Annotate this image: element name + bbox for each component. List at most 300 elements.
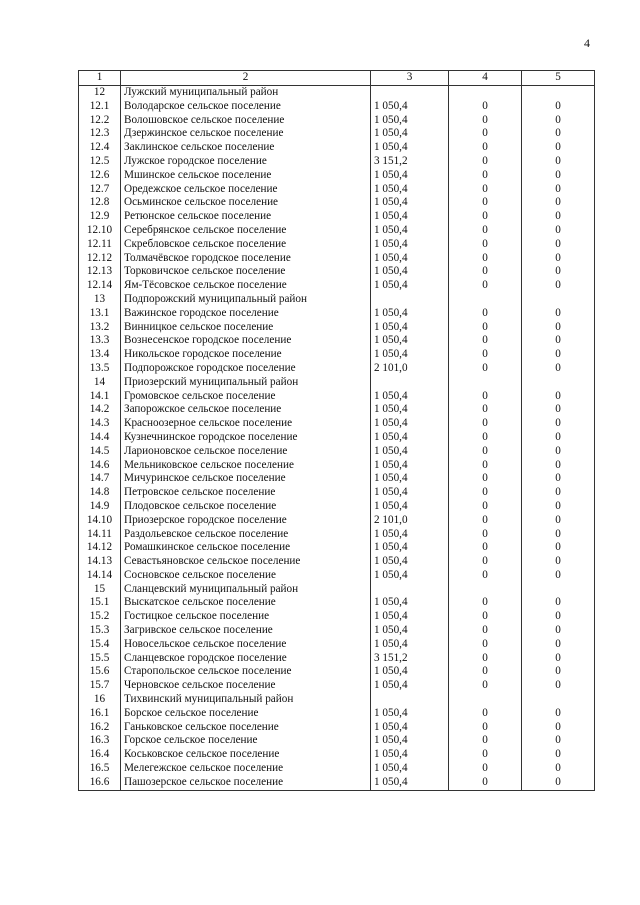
- value-col-5: 0: [522, 734, 595, 748]
- row-number: 14.8: [79, 486, 121, 500]
- row-number: 14.6: [79, 459, 121, 473]
- value-col-4: 0: [449, 127, 522, 141]
- value-col-5: 0: [522, 555, 595, 569]
- row-number: 14.12: [79, 541, 121, 555]
- value-col-3: 1 050,4: [371, 127, 449, 141]
- value-col-4: 0: [449, 224, 522, 238]
- value-col-5: 0: [522, 445, 595, 459]
- row-name: Громовское сельское поселение: [121, 390, 371, 404]
- row-number: 16.6: [79, 776, 121, 790]
- row-name: Скребловское сельское поселение: [121, 238, 371, 252]
- value-col-5: 0: [522, 486, 595, 500]
- value-col-5: 0: [522, 762, 595, 776]
- row-name: Пашозерское сельское поселение: [121, 776, 371, 790]
- page-number: 4: [584, 36, 590, 50]
- table-row: [79, 693, 595, 707]
- value-col-4: 0: [449, 652, 522, 666]
- row-number: 13.3: [79, 334, 121, 348]
- table-row: [79, 155, 595, 169]
- value-col-3: [371, 583, 449, 597]
- table-row: [79, 417, 595, 431]
- value-col-4: [449, 293, 522, 307]
- row-number: 14.3: [79, 417, 121, 431]
- value-col-3: 1 050,4: [371, 334, 449, 348]
- value-col-3: 1 050,4: [371, 569, 449, 583]
- row-name: Важинское городское поселение: [121, 307, 371, 321]
- row-number: 12.3: [79, 127, 121, 141]
- value-col-4: [449, 583, 522, 597]
- table-row: [79, 776, 595, 790]
- row-number: 13.4: [79, 348, 121, 362]
- row-number: 14.14: [79, 569, 121, 583]
- table-row: [79, 569, 595, 583]
- row-name: Подпорожский муниципальный район: [121, 293, 371, 307]
- value-col-3: 1 050,4: [371, 748, 449, 762]
- value-col-3: 1 050,4: [371, 528, 449, 542]
- value-col-5: 0: [522, 362, 595, 376]
- row-number: 12.4: [79, 141, 121, 155]
- value-col-3: 1 050,4: [371, 183, 449, 197]
- row-name: Запорожское сельское поселение: [121, 403, 371, 417]
- table-row: [79, 665, 595, 679]
- row-number: 16.3: [79, 734, 121, 748]
- value-col-5: 0: [522, 596, 595, 610]
- value-col-5: 0: [522, 528, 595, 542]
- value-col-3: 1 050,4: [371, 610, 449, 624]
- value-col-3: 1 050,4: [371, 472, 449, 486]
- value-col-4: 0: [449, 390, 522, 404]
- table-row: [79, 293, 595, 307]
- value-col-4: 0: [449, 334, 522, 348]
- row-number: 16.2: [79, 721, 121, 735]
- row-number: 12.1: [79, 100, 121, 114]
- row-name: Вознесенское городское поселение: [121, 334, 371, 348]
- row-name: Сланцевское городское поселение: [121, 652, 371, 666]
- value-col-3: [371, 376, 449, 390]
- value-col-5: 0: [522, 610, 595, 624]
- value-col-5: 0: [522, 210, 595, 224]
- value-col-4: 0: [449, 431, 522, 445]
- row-name: Ромашкинское сельское поселение: [121, 541, 371, 555]
- value-col-4: [449, 376, 522, 390]
- row-name: Ретюнское сельское поселение: [121, 210, 371, 224]
- value-col-3: 3 151,2: [371, 155, 449, 169]
- table-row: [79, 541, 595, 555]
- value-col-3: 1 050,4: [371, 252, 449, 266]
- row-number: 15.4: [79, 638, 121, 652]
- row-name: Черновское сельское поселение: [121, 679, 371, 693]
- row-name: Лужское городское поселение: [121, 155, 371, 169]
- value-col-5: 0: [522, 224, 595, 238]
- row-name: Кузнечнинское городское поселение: [121, 431, 371, 445]
- row-number: 16.1: [79, 707, 121, 721]
- table-row: [79, 431, 595, 445]
- value-col-3: 1 050,4: [371, 114, 449, 128]
- row-number: 15: [79, 583, 121, 597]
- column-header-4: 4: [449, 71, 522, 86]
- value-col-5: 0: [522, 417, 595, 431]
- value-col-4: 0: [449, 472, 522, 486]
- value-col-5: 0: [522, 265, 595, 279]
- table-row: [79, 596, 595, 610]
- value-col-4: 0: [449, 321, 522, 335]
- table-row: [79, 114, 595, 128]
- row-number: 14.10: [79, 514, 121, 528]
- table-row: [79, 307, 595, 321]
- value-col-5: 0: [522, 665, 595, 679]
- table-header-row: [79, 71, 595, 86]
- table-row: [79, 624, 595, 638]
- table-row: [79, 362, 595, 376]
- value-col-4: 0: [449, 265, 522, 279]
- row-name: Мелегежское сельское поселение: [121, 762, 371, 776]
- value-col-4: 0: [449, 707, 522, 721]
- value-col-3: 1 050,4: [371, 541, 449, 555]
- row-name: Севастьяновское сельское поселение: [121, 555, 371, 569]
- table-row: [79, 183, 595, 197]
- row-name: Горское сельское поселение: [121, 734, 371, 748]
- value-col-5: 0: [522, 459, 595, 473]
- row-name: Старопольское сельское поселение: [121, 665, 371, 679]
- row-number: 12.11: [79, 238, 121, 252]
- row-name: Оредежское сельское поселение: [121, 183, 371, 197]
- value-col-4: 0: [449, 610, 522, 624]
- value-col-4: 0: [449, 638, 522, 652]
- row-number: 12.9: [79, 210, 121, 224]
- table-row: [79, 514, 595, 528]
- row-number: 16: [79, 693, 121, 707]
- row-name: Волошовское сельское поселение: [121, 114, 371, 128]
- table-row: [79, 734, 595, 748]
- row-name: Заклинское сельское поселение: [121, 141, 371, 155]
- value-col-4: 0: [449, 238, 522, 252]
- row-number: 14.4: [79, 431, 121, 445]
- value-col-5: 0: [522, 748, 595, 762]
- row-number: 12: [79, 86, 121, 100]
- row-name: Плодовское сельское поселение: [121, 500, 371, 514]
- table-row: [79, 762, 595, 776]
- row-number: 12.13: [79, 265, 121, 279]
- value-col-5: 0: [522, 721, 595, 735]
- row-number: 15.6: [79, 665, 121, 679]
- row-number: 14.13: [79, 555, 121, 569]
- value-col-4: 0: [449, 665, 522, 679]
- value-col-4: 0: [449, 459, 522, 473]
- row-name: Борское сельское поселение: [121, 707, 371, 721]
- value-col-5: [522, 583, 595, 597]
- row-number: 12.10: [79, 224, 121, 238]
- table-row: [79, 486, 595, 500]
- row-number: 13.5: [79, 362, 121, 376]
- value-col-5: 0: [522, 127, 595, 141]
- value-col-3: [371, 693, 449, 707]
- value-col-4: 0: [449, 734, 522, 748]
- value-col-5: 0: [522, 114, 595, 128]
- row-number: 12.2: [79, 114, 121, 128]
- value-col-5: 0: [522, 100, 595, 114]
- row-name: Дзержинское сельское поселение: [121, 127, 371, 141]
- table-row: [79, 100, 595, 114]
- row-name: Мичуринское сельское поселение: [121, 472, 371, 486]
- row-number: 14.7: [79, 472, 121, 486]
- row-number: 16.5: [79, 762, 121, 776]
- row-number: 14.9: [79, 500, 121, 514]
- value-col-5: 0: [522, 707, 595, 721]
- row-name: Торковичское сельское поселение: [121, 265, 371, 279]
- value-col-4: 0: [449, 252, 522, 266]
- table-row: [79, 376, 595, 390]
- row-name: Красноозерное сельское поселение: [121, 417, 371, 431]
- value-col-5: 0: [522, 652, 595, 666]
- value-col-3: 3 151,2: [371, 652, 449, 666]
- value-col-3: 1 050,4: [371, 210, 449, 224]
- value-col-4: 0: [449, 762, 522, 776]
- value-col-5: 0: [522, 624, 595, 638]
- value-col-3: 2 101,0: [371, 362, 449, 376]
- value-col-3: 1 050,4: [371, 196, 449, 210]
- row-number: 14: [79, 376, 121, 390]
- column-header-1: 1: [79, 71, 121, 86]
- value-col-4: 0: [449, 307, 522, 321]
- value-col-3: 1 050,4: [371, 596, 449, 610]
- row-name: Приозерский муниципальный район: [121, 376, 371, 390]
- value-col-3: 1 050,4: [371, 445, 449, 459]
- row-number: 15.3: [79, 624, 121, 638]
- value-col-4: 0: [449, 155, 522, 169]
- row-name: Новосельское сельское поселение: [121, 638, 371, 652]
- value-col-4: 0: [449, 679, 522, 693]
- row-name: Ларионовское сельское поселение: [121, 445, 371, 459]
- row-name: Ям-Тёсовское сельское поселение: [121, 279, 371, 293]
- value-col-4: [449, 693, 522, 707]
- value-col-5: [522, 376, 595, 390]
- row-name: Сланцевский муниципальный район: [121, 583, 371, 597]
- value-col-5: 0: [522, 776, 595, 790]
- value-col-4: 0: [449, 624, 522, 638]
- value-col-3: [371, 86, 449, 100]
- value-col-4: 0: [449, 776, 522, 790]
- row-name: Гостицкое сельское поселение: [121, 610, 371, 624]
- value-col-4: 0: [449, 210, 522, 224]
- value-col-3: 1 050,4: [371, 238, 449, 252]
- value-col-4: 0: [449, 500, 522, 514]
- value-col-5: 0: [522, 500, 595, 514]
- row-number: 12.6: [79, 169, 121, 183]
- value-col-5: 0: [522, 390, 595, 404]
- table-row: [79, 500, 595, 514]
- table-body: [79, 86, 595, 791]
- value-col-5: 0: [522, 279, 595, 293]
- value-col-3: 1 050,4: [371, 265, 449, 279]
- value-col-5: 0: [522, 348, 595, 362]
- table-row: [79, 127, 595, 141]
- row-number: 15.1: [79, 596, 121, 610]
- table-row: [79, 86, 595, 100]
- table-row: [79, 210, 595, 224]
- table-row: [79, 390, 595, 404]
- table-row: [79, 403, 595, 417]
- value-col-3: 1 050,4: [371, 403, 449, 417]
- allocation-table: [78, 70, 595, 791]
- row-number: 12.5: [79, 155, 121, 169]
- row-name: Загривское сельское поселение: [121, 624, 371, 638]
- column-header-5: 5: [522, 71, 595, 86]
- value-col-4: 0: [449, 748, 522, 762]
- table-row: [79, 445, 595, 459]
- value-col-4: 0: [449, 196, 522, 210]
- table-row: [79, 748, 595, 762]
- row-name: Коськовское сельское поселение: [121, 748, 371, 762]
- value-col-3: 1 050,4: [371, 734, 449, 748]
- table-row: [79, 555, 595, 569]
- value-col-3: 1 050,4: [371, 500, 449, 514]
- value-col-3: [371, 293, 449, 307]
- table-row: [79, 459, 595, 473]
- row-number: 16.4: [79, 748, 121, 762]
- row-number: 15.7: [79, 679, 121, 693]
- value-col-5: 0: [522, 307, 595, 321]
- row-name: Ганьковское сельское поселение: [121, 721, 371, 735]
- value-col-4: 0: [449, 417, 522, 431]
- value-col-5: 0: [522, 541, 595, 555]
- value-col-3: 1 050,4: [371, 431, 449, 445]
- row-name: Мельниковское сельское поселение: [121, 459, 371, 473]
- value-col-5: 0: [522, 155, 595, 169]
- row-name: Сосновское сельское поселение: [121, 569, 371, 583]
- table-row: [79, 265, 595, 279]
- value-col-3: 1 050,4: [371, 100, 449, 114]
- row-number: 12.14: [79, 279, 121, 293]
- row-name: Винницкое сельское поселение: [121, 321, 371, 335]
- value-col-4: 0: [449, 403, 522, 417]
- value-col-3: 1 050,4: [371, 348, 449, 362]
- row-name: Подпорожское городское поселение: [121, 362, 371, 376]
- value-col-3: 2 101,0: [371, 514, 449, 528]
- row-name: Никольское городское поселение: [121, 348, 371, 362]
- value-col-5: 0: [522, 169, 595, 183]
- value-col-4: 0: [449, 528, 522, 542]
- row-number: 14.5: [79, 445, 121, 459]
- table-row: [79, 721, 595, 735]
- value-col-3: 1 050,4: [371, 776, 449, 790]
- row-number: 13.2: [79, 321, 121, 335]
- value-col-4: 0: [449, 555, 522, 569]
- table-row: [79, 348, 595, 362]
- row-name: Осьминское сельское поселение: [121, 196, 371, 210]
- value-col-4: 0: [449, 541, 522, 555]
- table-row: [79, 652, 595, 666]
- table-row: [79, 583, 595, 597]
- row-name: Серебрянское сельское поселение: [121, 224, 371, 238]
- value-col-3: 1 050,4: [371, 279, 449, 293]
- value-col-4: 0: [449, 569, 522, 583]
- row-name: Тихвинский муниципальный район: [121, 693, 371, 707]
- table-row: [79, 679, 595, 693]
- row-name: Мшинское сельское поселение: [121, 169, 371, 183]
- value-col-5: 0: [522, 472, 595, 486]
- value-col-3: 1 050,4: [371, 141, 449, 155]
- value-col-4: 0: [449, 721, 522, 735]
- table-row: [79, 610, 595, 624]
- value-col-3: 1 050,4: [371, 707, 449, 721]
- value-col-4: 0: [449, 183, 522, 197]
- row-number: 15.2: [79, 610, 121, 624]
- table-row: [79, 169, 595, 183]
- row-name: Раздольевское сельское поселение: [121, 528, 371, 542]
- column-header-2: 2: [121, 71, 371, 86]
- row-number: 14.2: [79, 403, 121, 417]
- table-row: [79, 528, 595, 542]
- value-col-4: [449, 86, 522, 100]
- value-col-4: 0: [449, 141, 522, 155]
- row-number: 12.7: [79, 183, 121, 197]
- value-col-5: 0: [522, 183, 595, 197]
- value-col-5: 0: [522, 334, 595, 348]
- value-col-4: 0: [449, 486, 522, 500]
- value-col-3: 1 050,4: [371, 417, 449, 431]
- row-name: Выскатское сельское поселение: [121, 596, 371, 610]
- table-row: [79, 279, 595, 293]
- value-col-5: 0: [522, 403, 595, 417]
- value-col-4: 0: [449, 348, 522, 362]
- column-header-3: 3: [371, 71, 449, 86]
- value-col-5: 0: [522, 196, 595, 210]
- value-col-4: 0: [449, 114, 522, 128]
- value-col-4: 0: [449, 169, 522, 183]
- row-name: Петровское сельское поселение: [121, 486, 371, 500]
- value-col-4: 0: [449, 279, 522, 293]
- value-col-3: 1 050,4: [371, 307, 449, 321]
- value-col-5: 0: [522, 679, 595, 693]
- value-col-3: 1 050,4: [371, 624, 449, 638]
- table-row: [79, 224, 595, 238]
- value-col-3: 1 050,4: [371, 321, 449, 335]
- value-col-3: 1 050,4: [371, 638, 449, 652]
- value-col-5: 0: [522, 141, 595, 155]
- row-number: 14.11: [79, 528, 121, 542]
- row-number: 12.8: [79, 196, 121, 210]
- value-col-4: 0: [449, 445, 522, 459]
- value-col-5: 0: [522, 321, 595, 335]
- table-row: [79, 472, 595, 486]
- value-col-5: 0: [522, 238, 595, 252]
- value-col-3: 1 050,4: [371, 486, 449, 500]
- table-row: [79, 141, 595, 155]
- value-col-3: 1 050,4: [371, 762, 449, 776]
- value-col-3: 1 050,4: [371, 459, 449, 473]
- table-row: [79, 334, 595, 348]
- row-number: 12.12: [79, 252, 121, 266]
- value-col-5: [522, 693, 595, 707]
- value-col-5: 0: [522, 514, 595, 528]
- table-row: [79, 196, 595, 210]
- value-col-3: 1 050,4: [371, 224, 449, 238]
- value-col-3: 1 050,4: [371, 169, 449, 183]
- value-col-3: 1 050,4: [371, 390, 449, 404]
- row-name: Приозерское городское поселение: [121, 514, 371, 528]
- row-number: 14.1: [79, 390, 121, 404]
- value-col-5: [522, 293, 595, 307]
- value-col-5: [522, 86, 595, 100]
- row-number: 13: [79, 293, 121, 307]
- row-name: Лужский муниципальный район: [121, 86, 371, 100]
- table-row: [79, 321, 595, 335]
- table-row: [79, 238, 595, 252]
- value-col-3: 1 050,4: [371, 665, 449, 679]
- value-col-4: 0: [449, 362, 522, 376]
- value-col-4: 0: [449, 100, 522, 114]
- row-name: Володарское сельское поселение: [121, 100, 371, 114]
